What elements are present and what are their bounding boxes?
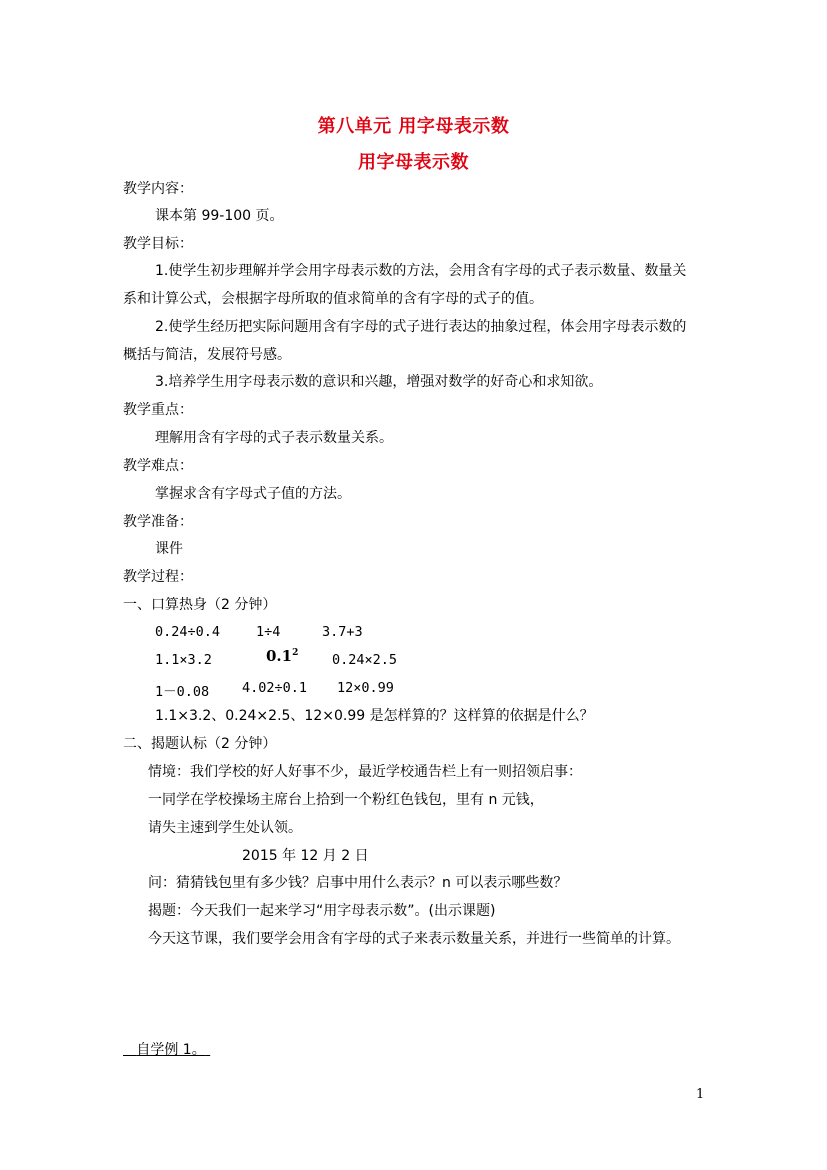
calc-item: 3.7+3 (322, 624, 363, 640)
goals-label: 教学目标： (123, 236, 193, 252)
reveal-text: 揭题：今天我们一起来学习“用字母表示数”。(出示课题) (148, 903, 496, 919)
notice-line-1: 一同学在学校操场主席台上拾到一个粉红色钱包，里有 n 元钱， (148, 792, 544, 808)
goal-2-line-a: 2.使学生经历把实际问题用含有字母的式子进行表达的抽象过程，体会用字母表示数的 (155, 319, 687, 335)
goal-1-line-a: 1.使学生初步理解并学会用字母表示数的方法，会用含有字母的式子表示数量、数量关 (155, 263, 687, 279)
content-label: 教学内容： (123, 181, 193, 197)
part1-heading: 一、口算热身（2 分钟） (123, 597, 277, 613)
today-text: 今天这节课，我们要学会用含有字母的式子来表示数量关系，并进行一些简单的计算。 (148, 931, 680, 947)
prep-text: 课件 (155, 541, 183, 557)
notice-line-2: 请失主速到学生处认领。 (148, 820, 302, 836)
calc-item: 1÷4 (256, 624, 281, 640)
goal-3: 3.培养学生用字母表示数的意识和兴趣，增强对数学的好奇心和求知欲。 (155, 374, 603, 390)
key-label: 教学重点： (123, 402, 193, 418)
goal-1-line-b: 系和计算公式，会根据字母所取的值求简单的含有字母的式子的值。 (123, 291, 543, 307)
goal-2-line-b: 概括与简洁，发展符号感。 (123, 347, 291, 363)
calc-item-square: $0.1^2$ (266, 647, 299, 665)
question-text: 问：猜猜钱包里有多少钱？启事中用什么表示？n 可以表示哪些数？ (148, 875, 568, 891)
process-label: 教学过程： (123, 569, 193, 585)
self-study-heading: 自学例 1。 (136, 1042, 206, 1058)
calc-item: 1－0.08 (155, 684, 210, 700)
part1-question: 1.1×3.2、0.24×2.5、12×0.99 是怎样算的？这样算的依据是什么？ (155, 708, 594, 724)
prep-label: 教学准备： (123, 514, 193, 530)
key-text: 理解用含有字母的式子表示数量关系。 (155, 430, 393, 446)
page-subtitle: 用字母表示数 (358, 152, 469, 173)
part2-heading: 二、揭题认标（2 分钟） (123, 736, 277, 752)
difficulty-label: 教学难点： (123, 458, 193, 474)
difficulty-text: 掌握求含有字母式子值的方法。 (155, 486, 351, 502)
calc-item: 4.02÷0.1 (242, 680, 308, 696)
content-text: 课本第 99-100 页。 (155, 208, 284, 224)
notice-date: 2015 年 12 月 2 日 (242, 848, 369, 864)
calc-item: 12×0.99 (337, 680, 394, 696)
calc-item: 0.24÷0.4 (155, 624, 221, 640)
page-title: 第八单元 用字母表示数 (317, 116, 510, 137)
calc-item: 1.1×3.2 (155, 652, 212, 668)
page-number: 1 (696, 1087, 705, 1102)
calc-item: 0.24×2.5 (332, 652, 398, 668)
situation-text: 情境：我们学校的好人好事不少，最近学校通告栏上有一则招领启事： (148, 764, 582, 780)
